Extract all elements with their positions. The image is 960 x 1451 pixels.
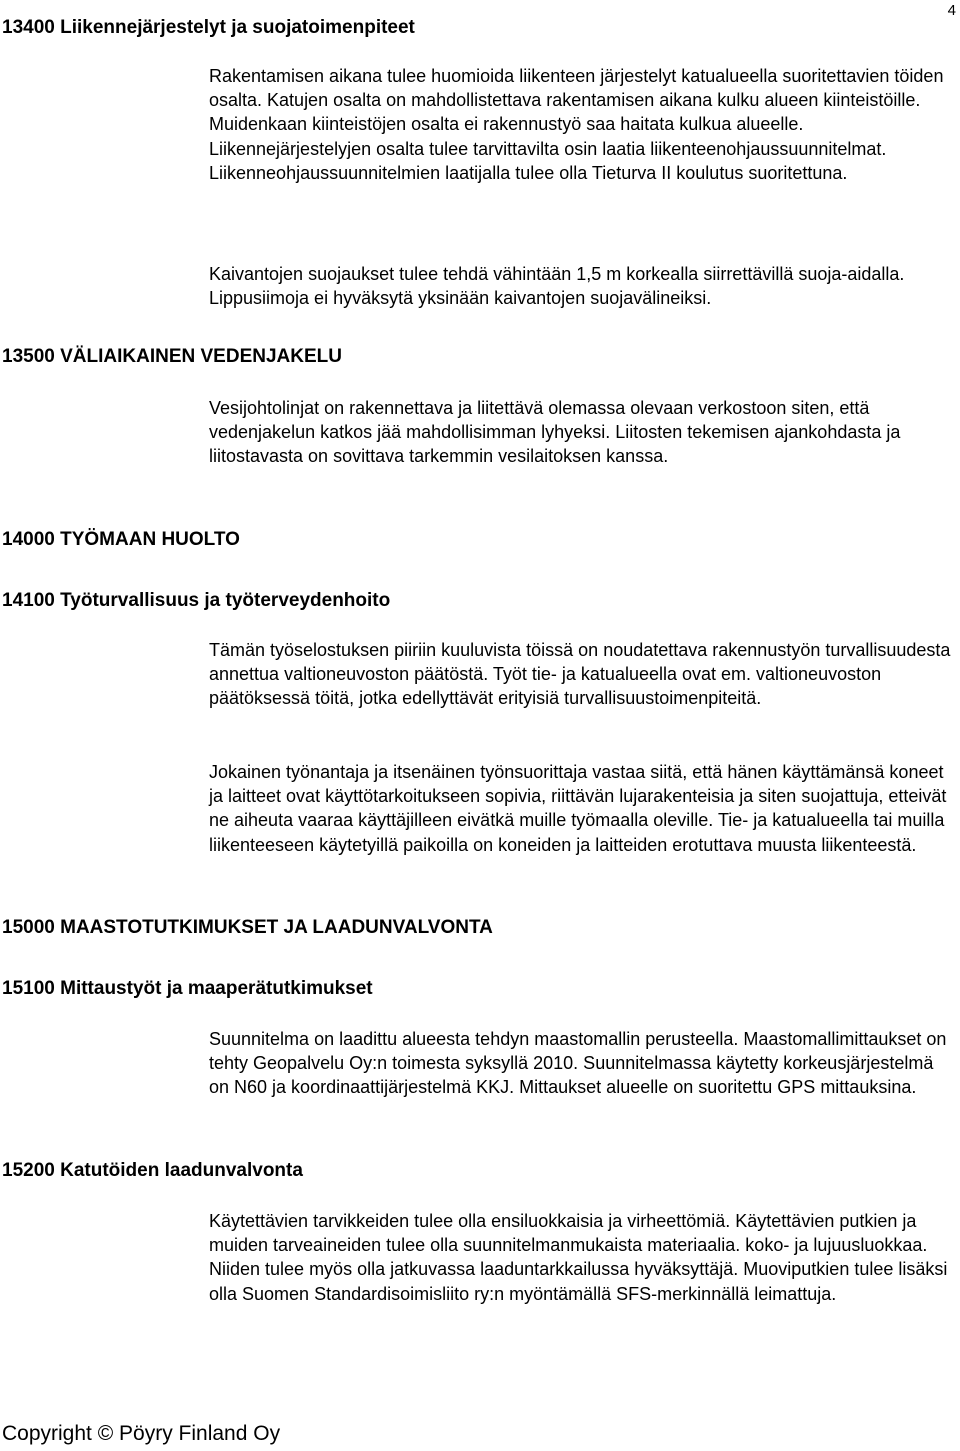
heading-15200: 15200 Katutöiden laadunvalvonta: [2, 1160, 303, 1181]
heading-13500: 13500 VÄLIAIKAINEN VEDENJAKELU: [2, 346, 342, 367]
paragraph-14100-employer: Jokainen työnantaja ja itsenäinen työnsuorittaja vastaa siitä, että hänen käyttämänsä koneet ja laitteet ovat käyttötarkoitukseen sopivia, riittävän lujarakenteisia ja siten suojattuja, etteivät ne aiheuta vaaraa käyttäjilleen eivätkä muille työmaalla oleville. Tie- ja katualueella tai muilla liikenteeseen käytetyillä paikoilla on koneiden ja laitteiden erotuttava muusta liikenteestä.: [209, 762, 947, 855]
paragraph-15100: Suunnitelma on laadittu alueesta tehdyn maastomallin perusteella. Maastomallimittaukset on tehty Geopalvelu Oy:n toimesta syksyllä 2010. Suunnitelmassa käytetty korkeusjärjestelmä on N60 ja koordinaattijärjestelmä KKJ. Mittaukset alueelle on suoritettu GPS mittauksina.: [209, 1029, 947, 1098]
heading-14100: 14100 Työturvallisuus ja työterveydenhoito: [2, 590, 391, 611]
paragraph-13400-traffic: Rakentamisen aikana tulee huomioida liikenteen järjestelyt katualueella suoritettavien töiden osalta. Katujen osalta on mahdollistettava rakentamisen aikana kulku alueen kiinteistöille. Muidenkaan kiinteistöjen osalta ei rakennustyö saa haitata kulkua alueelle. Liikennejärjestelyjen osalta tulee tarvittavilta osin laatia liikenteenohjaussuunnitelmat. Liikenneohjaussuunnitelmien laatijalla tulee olla Tieturva II koulutus suoritettuna.: [209, 66, 944, 183]
paragraph-15200: Käytettävien tarvikkeiden tulee olla ensiluokkaisia ja virheettömiä. Käytettävien putkien ja muiden tarveaineiden tulee olla suunnitelmanmukaista materiaalia. koko- ja lujuusluokkaa. Niiden tulee myös olla jatkuvassa laaduntarkkailussa hyväksyttäjä. Muoviputkien tulee lisäksi olla Suomen Standardisoimisliito ry:n myöntämällä SFS-merkinnällä leimattuja.: [209, 1211, 948, 1304]
page-number: 4: [947, 2, 956, 19]
heading-14000: 14000 TYÖMAAN HUOLTO: [2, 529, 240, 550]
paragraph-13500: Vesijohtolinjat on rakennettava ja liitettävä olemassa olevaan verkostoon siten, että vedenjakelun katkos jää mahdollisimman lyhyeksi. Liitosten tekemisen ajankohdasta ja liitostavasta on sovittava tarkemmin vesilaitoksen kanssa.: [209, 398, 901, 467]
heading-15000: 15000 MAASTOTUTKIMUKSET JA LAADUNVALVONTA: [2, 917, 493, 938]
footer-copyright: Copyright © Pöyry Finland Oy: [2, 1422, 281, 1445]
paragraph-14100-regulation: Tämän työselostuksen piiriin kuuluvista töissä on noudatettava rakennustyön turvallisuudesta annettua valtioneuvoston päätöstä. Työt tie- ja katualueella ovat em. valtioneuvoston päätöksessä töitä, jotka edellyttävät erityisiä turvallisuustoimenpiteitä.: [209, 640, 951, 709]
heading-15100: 15100 Mittaustyöt ja maaperätutkimukset: [2, 978, 373, 999]
heading-13400: 13400 Liikennejärjestelyt ja suojatoimenpiteet: [2, 17, 415, 38]
paragraph-13400-excavation: Kaivantojen suojaukset tulee tehdä vähintään 1,5 m korkealla siirrettävillä suoja-aidalla. Lippusiimoja ei hyväksytä yksinään kaivantojen suojavälineiksi.: [209, 264, 905, 309]
